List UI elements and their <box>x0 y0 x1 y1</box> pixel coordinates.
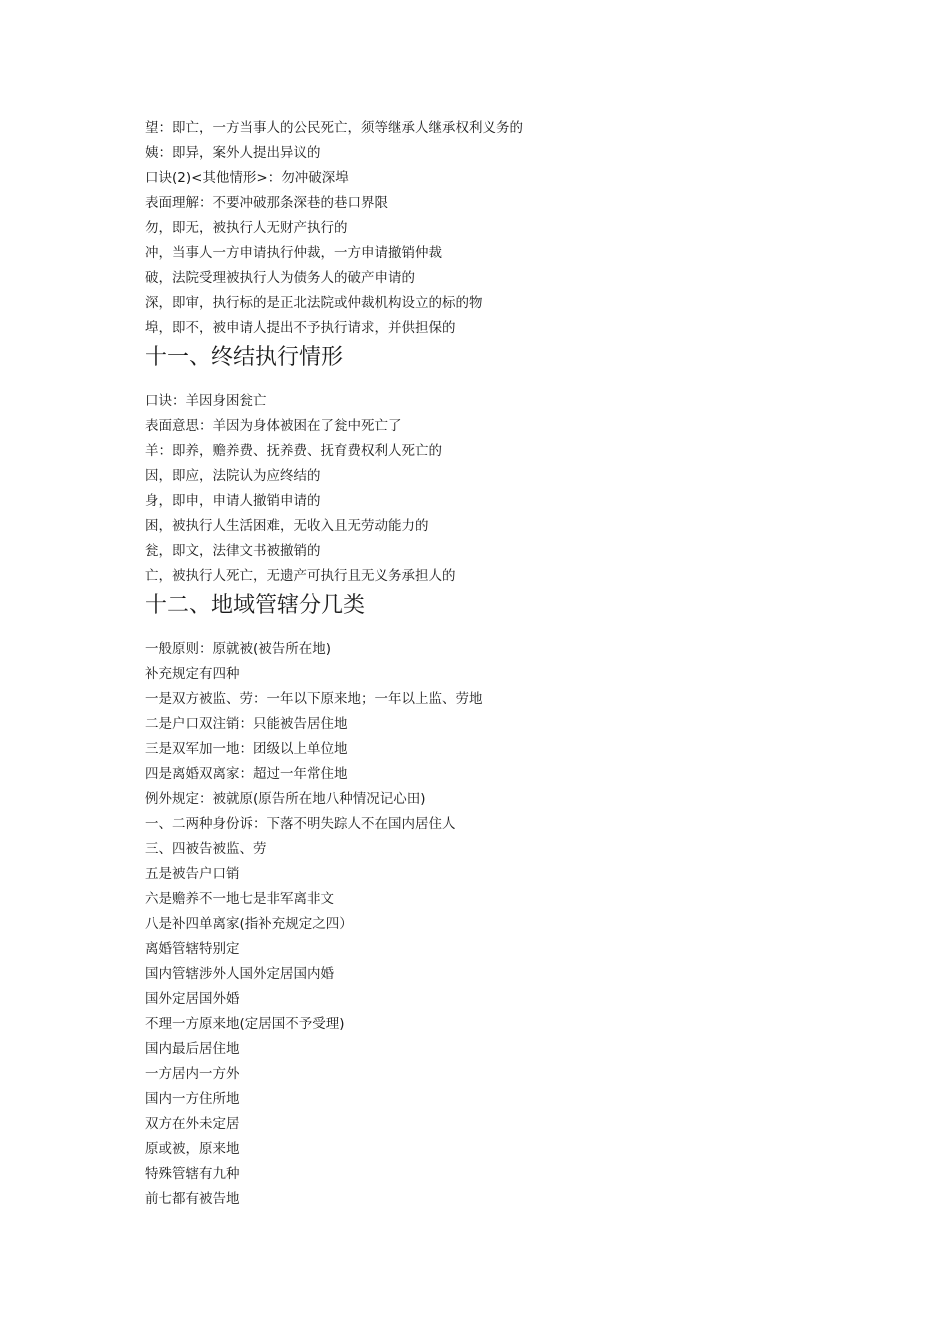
section-top-text <box>145 116 845 341</box>
text-line: 一般原则：原就被(被告所在地) <box>145 641 332 657</box>
text-line: 八是补四单离家(指补充规定之四） <box>145 916 353 932</box>
text-line: 身，即申，申请人撤销申请的 <box>145 493 321 509</box>
text-line: 国内一方住所地 <box>145 1091 240 1107</box>
text-line: 姨：即异，案外人提出异议的 <box>145 145 321 161</box>
text-line: 望：即亡，一方当事人的公民死亡，须等继承人继承权利义务的 <box>145 120 523 136</box>
text-line: 双方在外未定居 <box>145 1116 240 1132</box>
text-line: 四是离婚双离家：超过一年常住地 <box>145 766 348 782</box>
text-line: 国内最后居住地 <box>145 1041 240 1057</box>
text-line: 前七都有被告地 <box>145 1191 240 1207</box>
text-line: 因，即应，法院认为应终结的 <box>145 468 321 484</box>
text-line: 原或被，原来地 <box>145 1141 240 1157</box>
text-line: 表面意思：羊因为身体被困在了瓮中死亡了 <box>145 418 402 434</box>
text-line: 一方居内一方外 <box>145 1066 240 1082</box>
section-12-heading: 十二、地域管辖分几类 <box>145 593 366 618</box>
text-line: 二是户口双注销：只能被告居住地 <box>145 716 348 732</box>
text-line: 国外定居国外婚 <box>145 991 240 1007</box>
text-line: 三、四被告被监、劳 <box>145 841 267 857</box>
text-line: 勿，即无，被执行人无财产执行的 <box>145 220 348 236</box>
section-12-text <box>145 637 845 1212</box>
text-line: 国内管辖涉外人国外定居国内婚 <box>145 966 334 982</box>
text-line: 例外规定：被就原(原告所在地八种情况记心田) <box>145 791 426 807</box>
text-line: 埠，即不，被申请人提出不予执行请求，并供担保的 <box>145 320 456 336</box>
text-line: 离婚管辖特别定 <box>145 941 240 957</box>
text-line: 不理一方原来地(定居国不予受理) <box>145 1016 345 1032</box>
document-page <box>145 116 845 1212</box>
text-line: 口诀(2)<其他情形>：勿冲破深埠 <box>145 170 349 186</box>
text-line: 冲，当事人一方申请执行仲裁，一方申请撤销仲裁 <box>145 245 442 261</box>
text-line: 瓮，即文，法律文书被撤销的 <box>145 543 321 559</box>
text-line: 五是被告户口销 <box>145 866 240 882</box>
text-line: 破，法院受理被执行人为债务人的破产申请的 <box>145 270 415 286</box>
text-line: 补充规定有四种 <box>145 666 240 682</box>
text-line: 困，被执行人生活困难，无收入且无劳动能力的 <box>145 518 429 534</box>
section-11-heading: 十一、终结执行情形 <box>145 345 344 370</box>
text-line: 特殊管辖有九种 <box>145 1166 240 1182</box>
text-line: 六是赡养不一地七是非军离非文 <box>145 891 334 907</box>
text-line: 三是双军加一地：团级以上单位地 <box>145 741 348 757</box>
section-11-text <box>145 389 845 589</box>
text-line: 亡，被执行人死亡，无遗产可执行且无义务承担人的 <box>145 568 456 584</box>
text-line: 一是双方被监、劳：一年以下原来地；一年以上监、劳地 <box>145 691 483 707</box>
text-line: 一、二两种身份诉：下落不明失踪人不在国内居住人 <box>145 816 456 832</box>
text-line: 表面理解：不要冲破那条深巷的巷口界限 <box>145 195 388 211</box>
text-line: 羊：即养，赡养费、抚养费、抚育费权利人死亡的 <box>145 443 442 459</box>
text-line: 口诀：羊因身困瓮亡 <box>145 393 267 409</box>
text-line: 深，即审，执行标的是正北法院或仲裁机构设立的标的物 <box>145 295 483 311</box>
